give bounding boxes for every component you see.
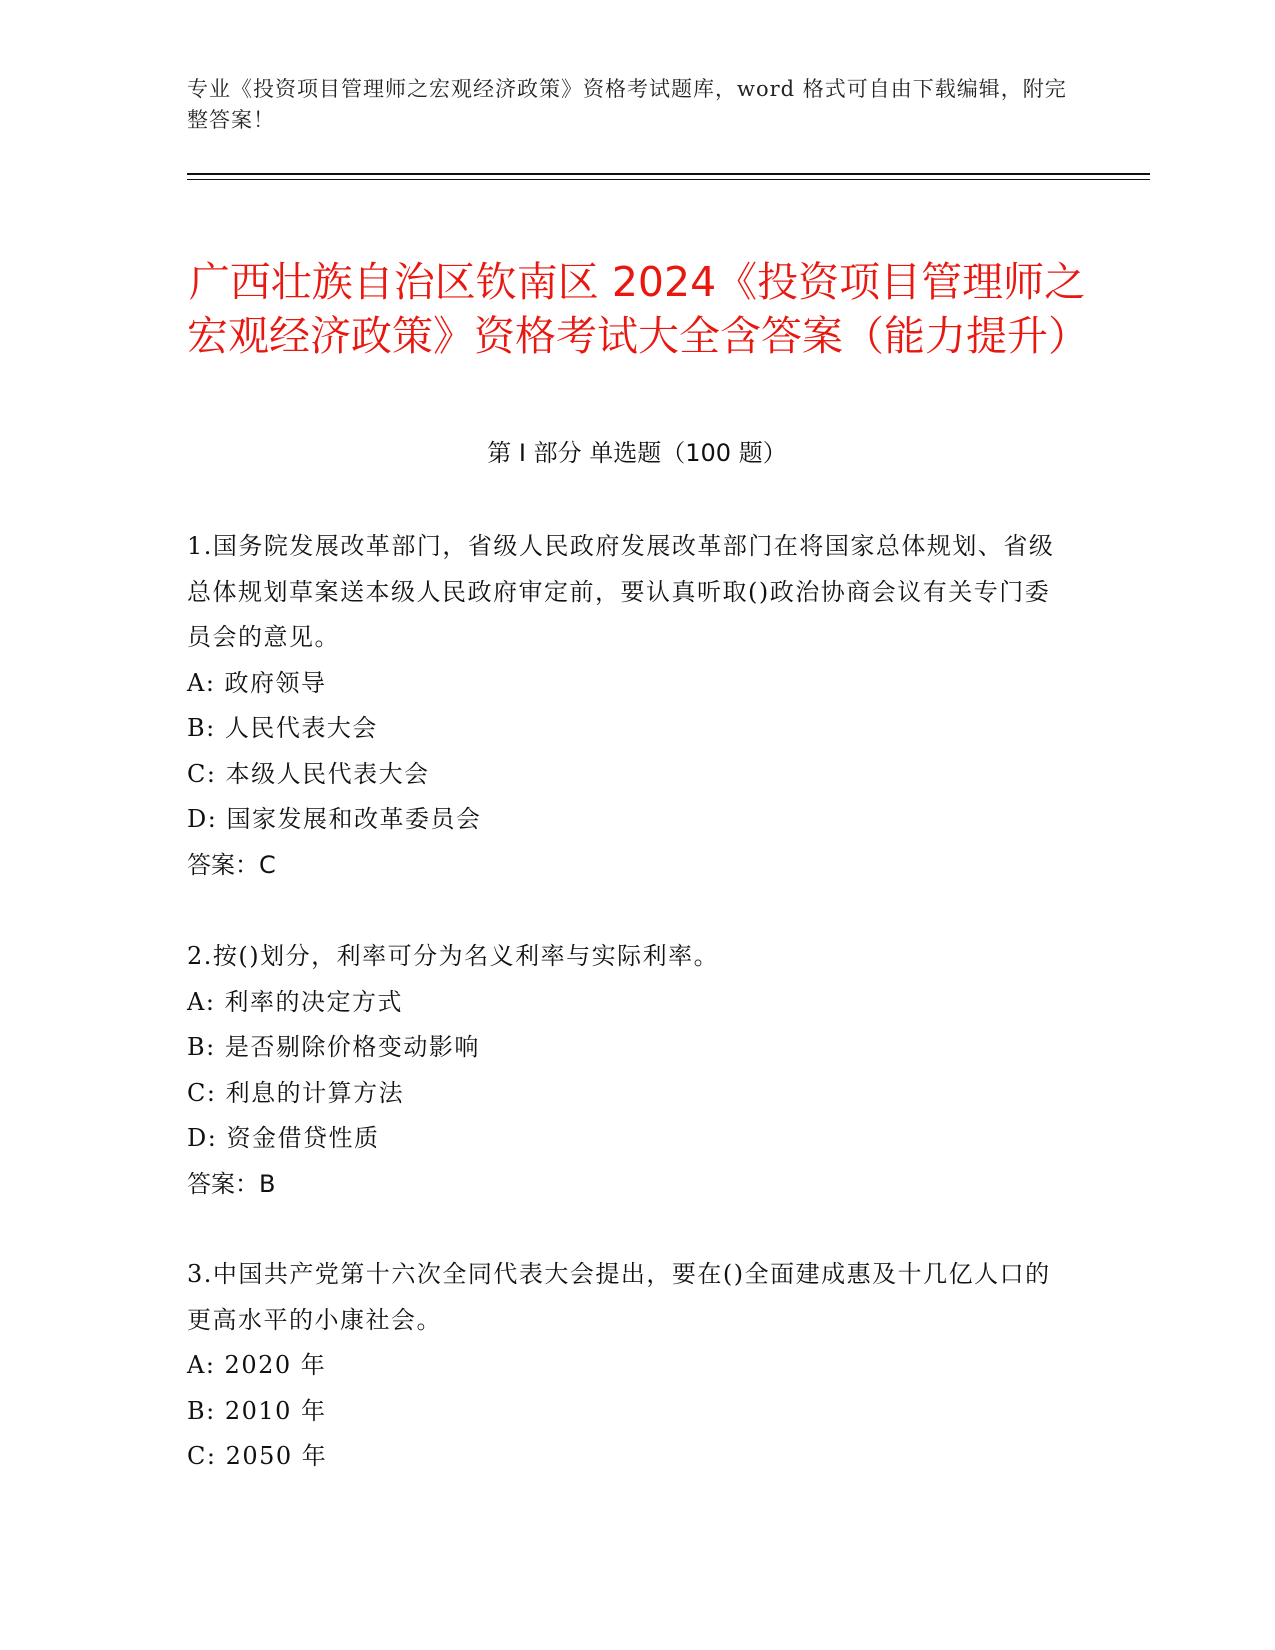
option-c: C: 利息的计算方法 [187,1078,405,1107]
option-b: B: 2010 年 [187,1396,327,1425]
option-d: D: 国家发展和改革委员会 [187,805,482,833]
header-rule-thin [187,179,1150,180]
question-2 [187,934,1067,1207]
option-d: D: 资金借贷性质 [187,1124,380,1152]
header-rule-thick [187,173,1150,175]
option-a: A: 2020 年 [187,1351,327,1379]
question-3 [187,1252,1067,1480]
question-stem: 3.中国共产党第十六次全同代表大会提出，要在()全面建成惠及十几亿人口的更高水平的小康社会。 [187,1260,1051,1334]
document-title: 广西壮族自治区钦南区 2024《投资项目管理师之宏观经济政策》资格考试大全含答案（能力提升） [187,258,1089,361]
option-a: A: 利率的决定方式 [187,987,404,1016]
question-stem: 1.国务院发展改革部门，省级人民政府发展改革部门在将国家总体规划、省级总体规划草案送本级人民政府审定前，要认真听取()政治协商会议有关专门委员会的意见。 [187,532,1055,651]
option-c: C: 2050 年 [187,1442,328,1470]
option-c: C: 本级人民代表大会 [187,759,430,788]
question-stem: 2.按()划分，利率可分为名义利率与实际利率。 [187,942,720,970]
answer: 答案：C [187,850,276,879]
answer: 答案：B [187,1169,276,1198]
header-note: 专业《投资项目管理师之宏观经济政策》资格考试题库，word 格式可自由下载编辑，附完整答案！ [187,77,1067,132]
option-b: B: 人民代表大会 [187,714,378,742]
question-1 [187,524,1067,888]
option-b: B: 是否剔除价格变动影响 [187,1033,480,1061]
section-heading: 第 I 部分 单选题（100 题） [487,439,787,467]
option-a: A: 政府领导 [187,668,327,697]
